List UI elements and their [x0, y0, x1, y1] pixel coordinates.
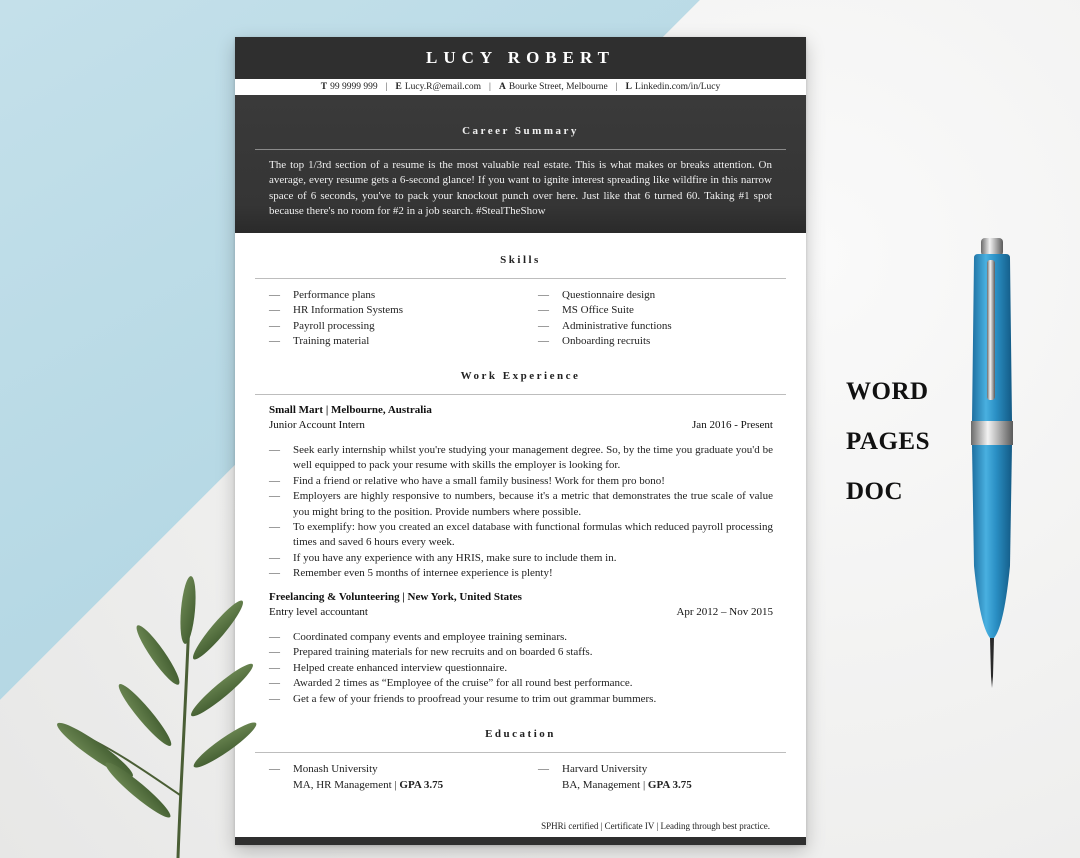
plant-sprig-image — [50, 575, 260, 858]
list-item: — Get a few of your friends to proofread your resume to trim out grammar bummers. — [269, 692, 657, 705]
skill-item: — Administrative functions — [538, 319, 672, 332]
job-company: Small Mart | Melbourne, Australia — [269, 404, 432, 416]
school-name: Monash University — [293, 763, 378, 775]
contact-linkedin: L Linkedin.com/in/Lucy — [625, 82, 721, 92]
job-bullets — [269, 443, 773, 582]
degree: MA, HR Management | — [293, 779, 397, 791]
job-subtitle — [269, 605, 773, 620]
skill-item: — Onboarding recruits — [538, 335, 651, 348]
career-summary-title: Career Summary — [462, 125, 579, 137]
divider — [255, 394, 786, 395]
career-summary-section — [235, 95, 806, 233]
list-item: — If you have any experience with any HRIS, make sure to include them in. — [269, 551, 617, 564]
work-experience-title: Work Experience — [460, 370, 581, 382]
skill-item: — HR Information Systems — [269, 304, 403, 317]
gpa: GPA 3.75 — [647, 779, 692, 791]
format-doc: DOC — [846, 478, 904, 505]
job-dates: Jan 2016 - Present — [692, 419, 773, 431]
footer-note: SPHRi certified | Certificate IV | Leading through best practice. — [541, 821, 770, 831]
job-subtitle — [269, 418, 773, 433]
job-header — [269, 590, 773, 620]
contact-separator: | — [615, 82, 618, 92]
format-pages: PAGES — [846, 428, 930, 455]
bottom-bar — [235, 837, 806, 845]
education-title: Education — [485, 728, 556, 740]
skills-right-column — [538, 288, 672, 350]
divider — [255, 752, 786, 753]
education-item: — Monash University MA, HR Management | GPA 3.75 — [269, 763, 444, 791]
list-item: — Helped create enhanced interview questionnaire. — [269, 661, 508, 674]
resume-name: LUCY ROBERT — [235, 37, 806, 79]
format-list — [846, 372, 930, 522]
list-item: — Employers are highly responsive to numbers, because it's a metric that demonstrates the true scale of value you might bring to the position. Provide numbers where possible. — [269, 490, 773, 518]
job-role: Junior Account Intern — [269, 419, 365, 431]
job-bullets — [269, 630, 773, 707]
list-item: — To exemplify: how you created an excel database with functional formulas which reduced payroll processing times and saved 6 hours every week. — [269, 521, 773, 549]
school-name: Harvard University — [562, 763, 648, 775]
list-item: — Prepared training materials for new recruits and on boarded 6 staffs. — [269, 646, 593, 659]
pen-image — [964, 236, 1020, 696]
divider — [255, 149, 786, 150]
resume-page — [235, 37, 806, 845]
gpa: GPA 3.75 — [399, 779, 444, 791]
contact-separator: | — [385, 82, 388, 92]
job-company: Freelancing & Volunteering | New York, United States — [269, 591, 522, 603]
list-item: — Coordinated company events and employee training seminars. — [269, 631, 568, 643]
skill-item: — MS Office Suite — [538, 304, 634, 317]
list-item: — Remember even 5 months of internee experience is plenty! — [269, 567, 553, 580]
skills-title: Skills — [500, 254, 541, 266]
skill-item: — Training material — [269, 335, 370, 348]
education-item: — Harvard University BA, Management | GPA 3.75 — [538, 763, 692, 791]
contact-phone: T 99 9999 999 — [320, 82, 378, 92]
list-item: — Awarded 2 times as “Employee of the cruise” for all round best performance. — [269, 677, 633, 690]
job-dates: Apr 2012 – Nov 2015 — [676, 606, 773, 618]
skill-item: — Questionnaire design — [538, 289, 656, 301]
contact-separator: | — [489, 82, 491, 92]
degree: BA, Management | — [562, 779, 646, 791]
skill-item: — Performance plans — [269, 289, 376, 301]
job-role: Entry level accountant — [269, 606, 368, 618]
contact-email: E Lucy.R@email.com — [395, 82, 482, 92]
format-word: WORD — [846, 378, 929, 405]
skill-item: — Payroll processing — [269, 319, 375, 332]
contact-row — [235, 79, 806, 95]
job-header — [269, 403, 773, 433]
list-item: — Find a friend or relative who have a small family business! Work for them pro bono! — [269, 474, 665, 487]
skills-left-column — [269, 288, 403, 350]
divider — [255, 278, 786, 279]
career-summary-text: The top 1/3rd section of a resume is the most valuable real estate. This is what makes or breaks attention. On average, every resume gets a 6-second glance! If you want to ignite interest spreading like wildfire in this narrow space of 6 seconds, you've to pack your knockout punch over here. Just like that 6 turned 60. Taking #1 spot because there's no room for #2 in a job search. #StealTheShow — [269, 159, 772, 217]
contact-address: A Bourke Street, Melbourne — [498, 82, 608, 92]
list-item: — Seek early internship whilst you're studying your management degree. So, by the time you graduate you'd be well equipped to pack your resume with skills the employer is looking for. — [269, 444, 773, 472]
